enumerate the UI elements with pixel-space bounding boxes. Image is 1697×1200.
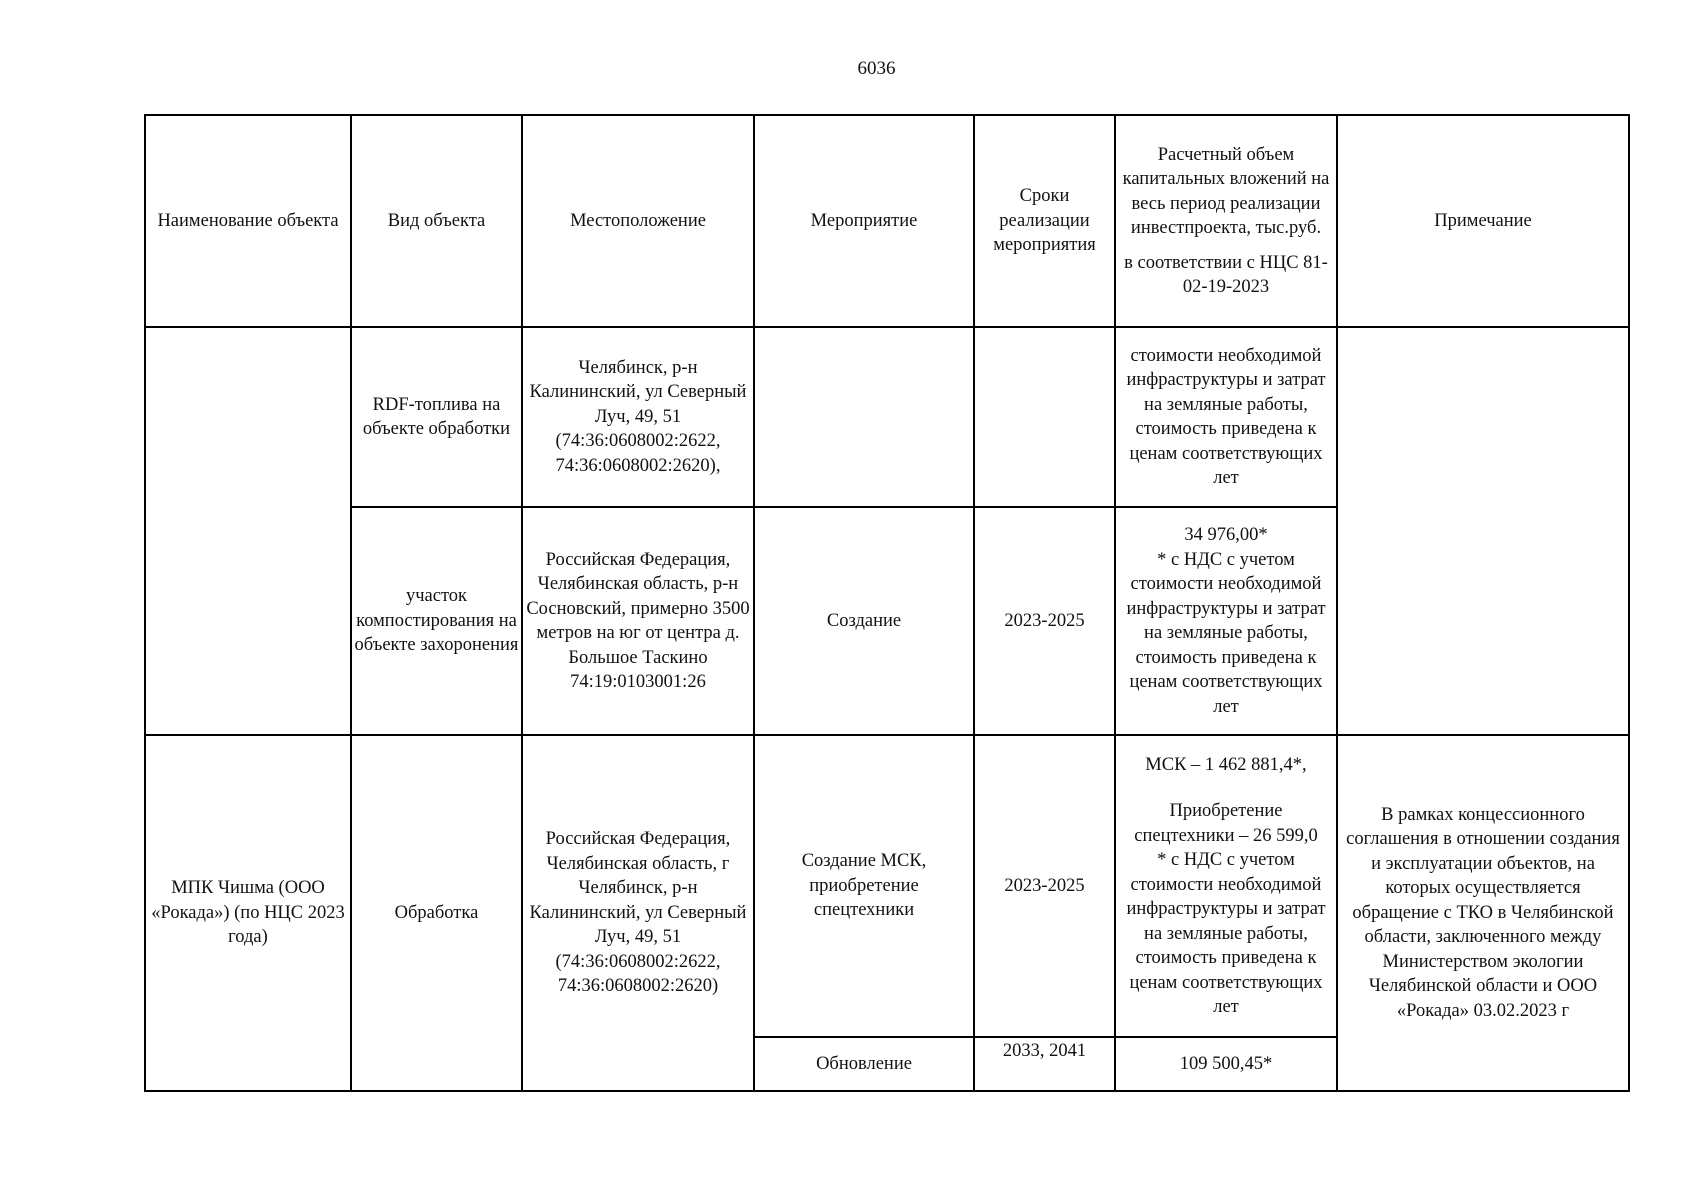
investment-msk: МСК – 1 462 881,4*, — [1145, 754, 1307, 775]
investment-footnote: * с НДС с учетом стоимости необходимой инфраструктуры и затрат на земляные работы, стоимость приведена к ценам соответствующих лет — [1126, 549, 1326, 717]
investment-equipment: Приобретение спецтехники – 26 599,0 — [1134, 801, 1318, 846]
table-row — [145, 327, 1629, 507]
header-location: Местоположение — [522, 115, 754, 327]
investment-value: 34 976,00* — [1184, 525, 1268, 545]
header-activity: Мероприятие — [754, 115, 974, 327]
cell-name: МПК Чишма (ООО «Рокада») (по НЦС 2023 года) — [145, 735, 351, 1091]
cell-type: участок компостирования на объекте захоронения — [351, 507, 522, 735]
cell-name-empty — [145, 327, 351, 735]
investment-table — [144, 114, 1630, 1092]
cell-activity-empty — [754, 327, 974, 507]
cell-period: 2023-2025 — [974, 735, 1115, 1037]
cell-location: Челябинск, р-н Калининский, ул Северный Луч, 49, 51 (74:36:0608002:2622, 74:36:0608002:2620), — [522, 327, 754, 507]
cell-period: 2023-2025 — [974, 507, 1115, 735]
cell-location: Российская Федерация, Челябинская область, р-н Сосновский, примерно 3500 метров на юг от центра д. Большое Таскино 74:19:0103001:26 — [522, 507, 754, 735]
cell-period: 2033, 2041 — [974, 1037, 1115, 1091]
cell-type: RDF-топлива на объекте обработки — [351, 327, 522, 507]
cell-investment — [1115, 735, 1337, 1037]
header-investment-title: Расчетный объем капитальных вложений на весь период реализации инвестпроекта, тыс.руб. — [1122, 144, 1330, 238]
header-note: Примечание — [1337, 115, 1629, 327]
cell-activity: Создание МСК, приобретение спецтехники — [754, 735, 974, 1037]
cell-investment: стоимости необходимой инфраструктуры и затрат на земляные работы, стоимость приведена к ценам соответствующих лет — [1115, 327, 1337, 507]
cell-activity: Создание — [754, 507, 974, 735]
cell-note: В рамках концессионного соглашения в отношении создания и эксплуатации объектов, на которых осуществляется обращение с ТКО в Челябинской области, заключенного между Министерством экологии Челябинской области и ООО «Рокада» 03.02.2023 г — [1337, 735, 1629, 1091]
page-number: 6036 — [857, 58, 896, 79]
header-name: Наименование объекта — [145, 115, 351, 327]
cell-period-empty — [974, 327, 1115, 507]
header-period: Сроки реализации мероприятия — [974, 115, 1115, 327]
header-type: Вид объекта — [351, 115, 522, 327]
cell-location: Российская Федерация, Челябинская область, г Челябинск, р-н Калининский, ул Северный Луч, 49, 51 (74:36:0608002:2622, 74:36:0608002:2620) — [522, 735, 754, 1091]
cell-note-empty — [1337, 327, 1629, 735]
header-investment-standard: в соответствии с НЦС 81-02-19-2023 — [1124, 252, 1328, 297]
header-row — [145, 115, 1629, 327]
table-row — [145, 735, 1629, 1037]
cell-investment: 109 500,45* — [1115, 1037, 1337, 1091]
cell-type: Обработка — [351, 735, 522, 1091]
cell-activity: Обновление — [754, 1037, 974, 1091]
investment-footnote: * с НДС с учетом стоимости необходимой инфраструктуры и затрат на земляные работы, стоимость приведена к ценам соответствующих лет — [1126, 850, 1326, 1017]
cell-investment — [1115, 507, 1337, 735]
header-investment — [1115, 115, 1337, 327]
